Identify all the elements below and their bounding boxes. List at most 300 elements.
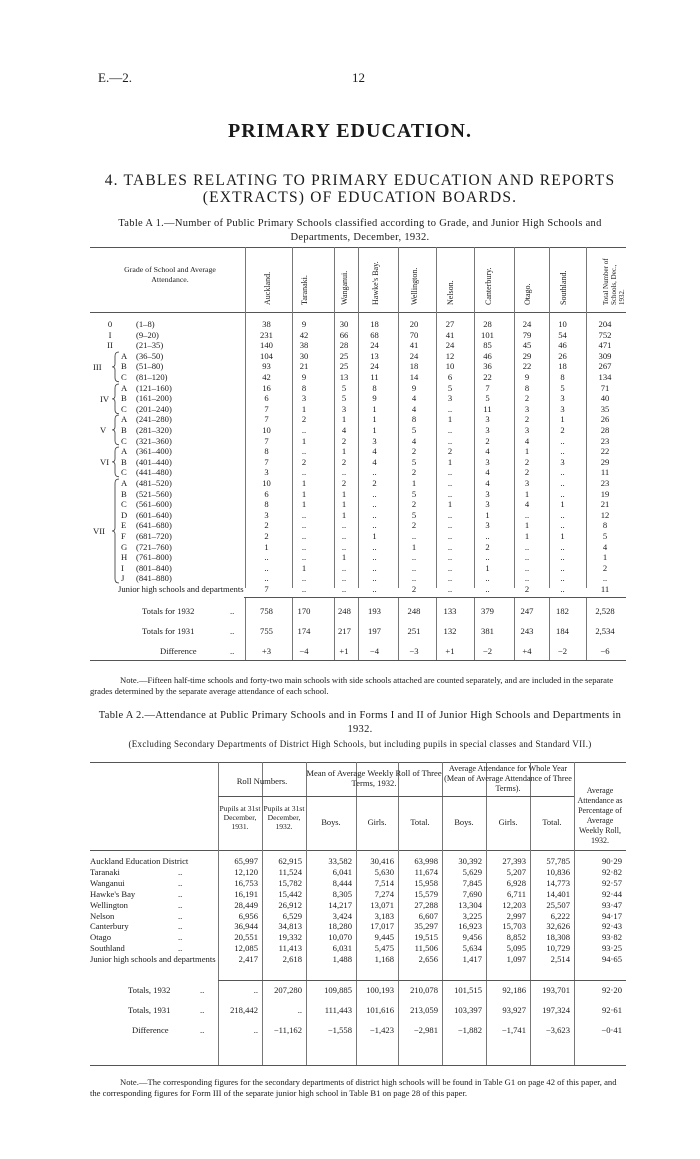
table-a1-range: (121–160) (136, 382, 172, 393)
table-a1-total-col-rule (334, 598, 335, 660)
table-a1-cell: 12 (600, 509, 610, 520)
table-a2-cell: 1,488 (332, 954, 352, 965)
table-a1-cell: 10 (445, 361, 455, 372)
table-a1-cell: 3 (264, 467, 269, 478)
table-a1-cell: 16 (262, 382, 271, 393)
table-a1-cell: .. (560, 584, 565, 594)
table-a1-col-rule (398, 247, 399, 588)
table-a1-cell: 1 (485, 562, 490, 573)
table-a2-cell: 7,690 (462, 888, 482, 899)
section-title: 4. TABLES RELATING TO PRIMARY EDUCATION AND REPORTS (EXTRACTS) OF EDUCATION BOARDS. (104, 172, 616, 206)
table-a1-cell: 8 (602, 520, 608, 531)
table-a1-cell: 21 (600, 499, 610, 510)
table-a2-cell: 63,998 (414, 856, 438, 866)
table-a1-cell: .. (560, 467, 565, 478)
table-a1-cell: 7 (264, 403, 269, 414)
table-a1-cell: 134 (598, 372, 612, 382)
table-a2-cell: 93·47 (601, 899, 622, 910)
table-a2-total-cell: −2,981 (413, 1025, 438, 1035)
table-a2-cell: 2,618 (282, 954, 302, 965)
table-a2-dots: .. (178, 877, 183, 888)
table-a2-cell: 18,280 (328, 921, 352, 932)
table-a1-cell: 2 (485, 435, 490, 446)
table-a1-cell: 5 (447, 382, 453, 393)
table-a1-cell: 3 (524, 425, 530, 435)
table-a1-grade: D (121, 509, 128, 520)
table-a1-cell: 35 (600, 403, 610, 414)
table-a1-cell: 9 (301, 372, 307, 382)
table-a1-cell: 11 (600, 584, 610, 594)
table-a1-cell: .. (485, 531, 490, 541)
table-a2-cell: 30,392 (458, 856, 482, 866)
table-a2-subheader: Girls. (498, 818, 518, 827)
table-a1-cell: 3 (485, 425, 490, 435)
table-a1-grade: I (108, 329, 112, 340)
table-a2-cell: 2,656 (418, 954, 438, 965)
table-a1-cell: .. (411, 562, 417, 573)
table-a2-total-cell: 193,701 (542, 985, 570, 995)
table-a1-cell: 5 (341, 393, 347, 404)
table-a2-cell: 19,332 (278, 932, 302, 943)
table-a1-cell: .. (447, 403, 453, 414)
table-a2-dots: .. (178, 910, 183, 921)
table-a2-total-cell: 101,616 (366, 1005, 394, 1015)
table-a1-cell: 3 (485, 499, 490, 510)
table-a1-cell: 2 (560, 425, 565, 435)
table-a2-dots: .. (178, 888, 183, 899)
table-a1-total-cell: 755 (260, 626, 273, 636)
table-a1-cell: 8 (411, 414, 417, 425)
table-a2-cell: 3,183 (374, 910, 394, 921)
table-a1-cell: .. (411, 573, 417, 584)
table-a1-cell: .. (341, 520, 347, 531)
table-a1-cell: 1 (524, 488, 530, 499)
table-a1-cell: 2 (524, 467, 530, 478)
table-a1-cell: .. (560, 446, 565, 457)
table-a2-total-cell: .. (253, 1025, 258, 1035)
table-a1-total-cell: 193 (368, 606, 381, 616)
table-a1-cell: 309 (598, 350, 612, 361)
table-a1-cell: 9 (372, 393, 377, 404)
table-a1-range: (641–680) (136, 520, 172, 531)
table-a1-cell: 2 (411, 520, 417, 531)
table-a1-cell: 1 (264, 541, 269, 552)
table-a1-group-label: V (100, 425, 107, 436)
table-a2-cell: 1,417 (462, 954, 482, 965)
table-a2-cell: 15,703 (502, 921, 526, 932)
table-a2-cell: 57,785 (546, 856, 570, 866)
table-a2-cell: 1,168 (374, 954, 394, 965)
table-a1-cell: .. (560, 562, 565, 573)
table-a1-cell: 41 (409, 340, 419, 351)
table-a1-col-rule (514, 247, 515, 588)
table-a1-cell: 93 (262, 361, 271, 372)
table-a2-cell: 92·57 (601, 877, 622, 888)
table-a1-cell: 1 (372, 414, 377, 425)
table-a1-cell: 1 (341, 488, 347, 499)
table-a1-col-rule (334, 247, 335, 588)
table-a1-cell: 28 (483, 319, 492, 329)
table-a1-total-cell: +1 (339, 646, 349, 656)
table-a1-cell: .. (341, 541, 347, 552)
table-a2-cell: 33,582 (328, 856, 352, 866)
table-a1-cell: 1 (341, 446, 347, 457)
table-a1-cell: 1 (341, 509, 347, 520)
table-a1-cell: 27 (445, 319, 455, 329)
table-a1-range: (81–120) (136, 372, 168, 382)
table-a1-col-rule (586, 247, 587, 588)
table-a1-cell: .. (447, 520, 453, 531)
table-a2-cell: 13,071 (370, 899, 394, 910)
table-a1-cell: 3 (560, 456, 565, 467)
table-a1-cell: 101 (481, 329, 494, 340)
table-a1-range: (841–880) (136, 573, 172, 584)
table-a1-cell: 41 (445, 329, 455, 340)
table-a2-total-cell: 111,443 (324, 1005, 352, 1015)
table-a2-cell: 19,515 (414, 932, 438, 943)
table-a1-cell: .. (372, 488, 377, 499)
table-a2-bottom-rule (90, 1065, 626, 1066)
table-a1-cell: 24 (370, 361, 379, 372)
table-a1-cell: 1 (301, 403, 307, 414)
table-a1-cell: 79 (522, 329, 532, 340)
table-a1-dots: .. (230, 606, 235, 616)
table-a2-row-name: Auckland Education District (90, 856, 189, 866)
table-a1-cell: .. (560, 435, 565, 446)
table-a1-cell: 4 (372, 456, 377, 467)
table-a1-cell: .. (264, 573, 269, 584)
table-a1-cell: 3 (485, 488, 490, 499)
table-a1-cell: 46 (558, 340, 567, 351)
table-a1-total-col-rule (586, 598, 587, 660)
table-a2-cell: 15,958 (414, 877, 438, 888)
table-a2-cell: 11,506 (414, 943, 438, 954)
page-number: 12 (352, 70, 365, 85)
table-a1-cell: 29 (522, 350, 532, 361)
table-a1-cell: 24 (445, 340, 455, 351)
table-a1-cell: 6 (264, 488, 269, 499)
table-a1-totals-rule (244, 597, 626, 598)
table-a2-cell: 14,773 (546, 877, 570, 888)
table-a1-cell: 19 (600, 488, 610, 499)
table-a1-cell: 2 (341, 478, 347, 488)
table-a1-range: (561–600) (136, 499, 172, 510)
table-a2-head-rule (90, 850, 626, 851)
table-a1-cell: 9 (411, 382, 417, 393)
table-a1-cell: 2 (485, 541, 490, 552)
table-a1-cell: 10 (558, 319, 567, 329)
table-a1-grade: C (121, 467, 127, 478)
table-a1-cell: .. (447, 509, 453, 520)
table-a1-cell: 1 (447, 414, 453, 425)
table-a1-cell: .. (301, 520, 307, 531)
table-a1-cell: 4 (485, 478, 490, 488)
table-a2-dots: .. (178, 943, 183, 954)
table-a1-cell: 1 (411, 541, 417, 552)
table-a1-cell: .. (524, 552, 530, 563)
table-a2-cell: 3,225 (462, 910, 482, 921)
table-a2-cell: 12,203 (502, 899, 526, 910)
table-a1-cell: 1 (485, 509, 490, 520)
table-a2-cell: 34,813 (278, 921, 302, 932)
table-a1-cell: .. (524, 573, 530, 584)
table-a1-cell: 22 (600, 446, 610, 457)
table-a2-total-cell: 92,186 (502, 985, 526, 995)
table-a2-cell: 65,997 (234, 856, 258, 866)
table-a2-subheader: Boys. (454, 818, 474, 827)
table-a1-cell: .. (301, 552, 307, 563)
table-a1-cell: .. (301, 541, 307, 552)
table-a1-total-cell: 217 (338, 626, 351, 636)
table-a1-column-header: Otago. (523, 283, 532, 305)
table-a1-range: (241–280) (136, 414, 172, 425)
table-a2-total-cell: 213,059 (410, 1005, 438, 1015)
table-a2-cell: 28,449 (234, 899, 258, 910)
table-a2-row-name: Junior high schools and departments (90, 954, 216, 965)
table-a1-cell: 46 (483, 350, 492, 361)
table-a1-cell: 24 (522, 319, 532, 329)
table-a2-cell: 5,629 (462, 866, 482, 877)
table-a2-total-cell: −1,882 (457, 1025, 482, 1035)
table-a1-cell: 2 (602, 562, 608, 573)
table-a1-cell: .. (485, 573, 490, 584)
table-a1-cell: 3 (485, 414, 490, 425)
table-a1-cell: 5 (411, 456, 417, 467)
table-a1-cell: 471 (598, 340, 612, 351)
table-a1-cell: 4 (411, 403, 417, 414)
table-a1-grade: B (121, 456, 127, 467)
table-a2-subcaption: (Excluding Secondary Departments of District High Schools, but including pupils in special classes and Standard VII.) (128, 739, 592, 749)
table-a2-cell: 2,514 (550, 954, 570, 965)
table-a2-total-cell: −1,741 (501, 1025, 526, 1035)
table-a1-cell: 5 (411, 509, 417, 520)
table-a1-range: (761–800) (136, 552, 172, 563)
table-a1-cell: 3 (524, 403, 530, 414)
table-a2-cell: 5,095 (506, 943, 526, 954)
table-a1-cell: .. (524, 541, 530, 552)
table-a1-cell: 4 (485, 467, 490, 478)
table-a1-cell: .. (485, 584, 490, 594)
table-a1-cell: 3 (447, 393, 453, 404)
table-a1-cell: .. (447, 562, 453, 573)
table-a1-cell: 1 (372, 531, 377, 541)
table-a1-cell: .. (447, 584, 453, 594)
table-a1-cell: 2 (264, 531, 269, 541)
table-a1-cell: .. (301, 584, 307, 594)
table-a1-total-col-rule (245, 598, 246, 660)
table-a2-cell: 7,514 (374, 877, 394, 888)
table-a1-cell: 18 (558, 361, 567, 372)
table-a1-grade: C (121, 499, 127, 510)
table-a1-range: (521–560) (136, 488, 172, 499)
table-a2-dots: .. (200, 1025, 205, 1035)
table-a1-cell: 8 (524, 382, 530, 393)
table-a1-total-cell: +3 (261, 646, 272, 656)
table-a1-cell: 1 (602, 552, 608, 563)
brace-icon (112, 383, 120, 415)
table-a2-row-name: Hawke's Bay (90, 888, 136, 899)
table-a1-cell: 30 (339, 319, 349, 329)
table-a1-cell: 1 (301, 488, 307, 499)
table-a1-cell: 3 (264, 509, 269, 520)
table-a2-cell: 16,191 (234, 888, 258, 899)
table-a1-cell: 68 (370, 329, 379, 340)
table-a1-cell: .. (560, 478, 565, 488)
table-a1-cell: 38 (299, 340, 309, 351)
table-a2-cell: 92·82 (601, 866, 622, 877)
table-a1-total-col-rule (358, 598, 359, 660)
table-a2-total-cell: −0·41 (601, 1025, 622, 1035)
table-a1-grade: B (121, 488, 127, 499)
table-a1-cell: .. (264, 562, 269, 573)
table-a1-cell: 7 (264, 435, 269, 446)
table-a1-total-cell: 379 (481, 606, 494, 616)
table-a2-cell: 7,845 (462, 877, 482, 888)
table-a1-total-cell: 197 (368, 626, 381, 636)
table-a1-range: (681–720) (136, 531, 172, 541)
table-a1-grade: 0 (107, 319, 113, 329)
table-a2-dots: .. (178, 899, 183, 910)
table-a1-cell: 6 (264, 393, 269, 404)
table-a1-cell: 38 (262, 319, 271, 329)
table-a1-cell: 5 (602, 531, 608, 541)
table-a1-cell: 104 (260, 350, 273, 361)
table-a1-group-label: VII (93, 526, 105, 536)
table-a1-cell: 1 (372, 425, 377, 435)
table-a2-cell: 93·25 (601, 943, 622, 954)
table-a1-cell: .. (301, 531, 307, 541)
table-a1-grade: C (121, 435, 127, 446)
table-a1-cell: 4 (524, 499, 530, 510)
table-a2-cell: 12,120 (234, 866, 258, 877)
table-a1-cell: .. (560, 541, 565, 552)
table-a1-cell: 1 (411, 478, 417, 488)
table-a2-cell: 11,674 (414, 866, 438, 877)
table-a1-total-cell: 133 (443, 606, 457, 616)
table-a1-cell: 21 (299, 361, 309, 372)
table-a2-cell: 11,413 (278, 943, 302, 954)
table-a1-note: Note.—Fifteen half-time schools and forty-two main schools with side schools attached are counted separately, and are included in the separate grades determined by the separate average attendance of each school. (90, 675, 614, 696)
table-a1-col-rule (549, 247, 550, 588)
table-a2-cell: 62,915 (278, 856, 302, 866)
table-a1-total-cell: −3 (409, 646, 419, 656)
table-a1-cell: .. (372, 584, 377, 594)
table-a2-cell: 6,928 (506, 877, 526, 888)
table-a2-total-cell: 101,515 (454, 985, 482, 995)
table-a1-group-label: III (93, 361, 102, 372)
table-a2-row-name: Wellington (90, 899, 128, 910)
table-a2-cell: 27,393 (502, 856, 526, 866)
table-a1-col-rule (474, 247, 475, 588)
table-a1-column-header: Hawke's Bay. (370, 261, 380, 305)
table-a2-cell: 36,944 (234, 921, 258, 932)
table-a1-cell: 1 (301, 478, 307, 488)
table-a1-range: (321–360) (136, 435, 172, 446)
table-a2-total-label: Difference (132, 1025, 169, 1035)
table-a1-cell: 2 (301, 414, 307, 425)
table-a2-cell: 32,626 (546, 921, 570, 932)
table-a1-total-cell: 248 (407, 606, 421, 616)
table-a1-cell: 71 (600, 382, 610, 393)
table-a1-total-label: Difference (160, 646, 197, 656)
document-code: E.—2. (98, 70, 132, 85)
table-a1-cell: 3 (560, 393, 565, 404)
table-a1-cell: 2 (411, 446, 417, 457)
table-a1-cell: .. (411, 552, 417, 563)
table-a1-cell: 4 (411, 393, 417, 404)
table-a1-cell: 2 (411, 499, 417, 510)
table-a1-cell: .. (341, 531, 347, 541)
table-a2-dots: .. (200, 985, 205, 995)
table-a1-grade: C (121, 403, 127, 414)
table-a1-grade: B (121, 361, 127, 372)
table-a2-cell: 93·82 (601, 932, 622, 943)
table-a1-cell: .. (524, 562, 530, 573)
table-a2-cell: 8,852 (506, 932, 526, 943)
table-a2-dots: .. (178, 866, 183, 877)
table-a1-cell: .. (341, 562, 347, 573)
brace-icon (112, 351, 120, 383)
table-a1-total-cell: 251 (407, 626, 421, 636)
table-a2-total-cell: −3,623 (545, 1025, 570, 1035)
table-a2-cell: 2,417 (238, 954, 258, 965)
table-a1-cell: .. (372, 562, 377, 573)
table-a1-total-cell: 381 (481, 626, 494, 636)
table-a1-total-cell: +1 (445, 646, 455, 656)
table-a2-subheader: Pupils at 31st December, 1932. (263, 804, 305, 831)
table-a1-total-col-rule (474, 598, 475, 660)
table-a1-range: (721–760) (136, 541, 172, 552)
table-a2-cell: 11,524 (278, 866, 302, 877)
table-a1-col-rule (245, 247, 246, 588)
table-a1-total-cell: 758 (260, 606, 273, 616)
table-a1-stub-header: Grade of School and Average Attendance. (124, 265, 216, 284)
table-a1-group-label: IV (100, 393, 110, 404)
table-a1-grade: H (121, 552, 128, 563)
table-a1-cell: 7 (264, 584, 269, 594)
table-a1-cell: .. (372, 509, 377, 520)
table-a1-cell: 8 (264, 446, 269, 457)
table-a1-cell: 8 (264, 499, 269, 510)
table-a1-cell: 18 (409, 361, 419, 372)
table-a2-cell: 94·17 (601, 910, 622, 921)
table-a1-cell: .. (560, 573, 565, 584)
table-a2-total-cell: .. (297, 1005, 302, 1015)
table-a1-cell: 23 (600, 435, 610, 446)
table-a1-cell: .. (560, 509, 565, 520)
table-a1-cell: .. (372, 552, 377, 563)
table-a1-total-label: Totals for 1932 (142, 606, 195, 616)
table-a1-cell: 1 (301, 435, 307, 446)
table-a1-cell: 25 (339, 361, 349, 372)
table-a1-grade: I (121, 562, 124, 573)
table-a1-cell: 13 (370, 350, 379, 361)
table-a1-range: (51–80) (136, 361, 164, 372)
table-a2-cell: 10,729 (546, 943, 570, 954)
table-a1-cell: 231 (260, 329, 273, 340)
table-a2-cell: 3,424 (332, 910, 352, 921)
table-a1-grade: A (121, 478, 128, 488)
table-a1-cell: .. (447, 467, 453, 478)
table-a2-cell: 10,836 (546, 866, 570, 877)
table-a2-group-avg-att: Average Attendance for Whole Year (Mean of Average Attendance of Three Terms). (444, 764, 572, 793)
table-a2-cell: 1,097 (506, 954, 526, 965)
table-a1-cell: 36 (483, 361, 492, 372)
table-a1-cell: .. (372, 520, 377, 531)
table-a2-total-cell: 210,078 (410, 985, 438, 995)
table-a2-cell: 6,031 (332, 943, 352, 954)
table-a2-group-mean-roll: Mean of Average Weekly Roll of Three Terms, 1932. (306, 768, 442, 788)
